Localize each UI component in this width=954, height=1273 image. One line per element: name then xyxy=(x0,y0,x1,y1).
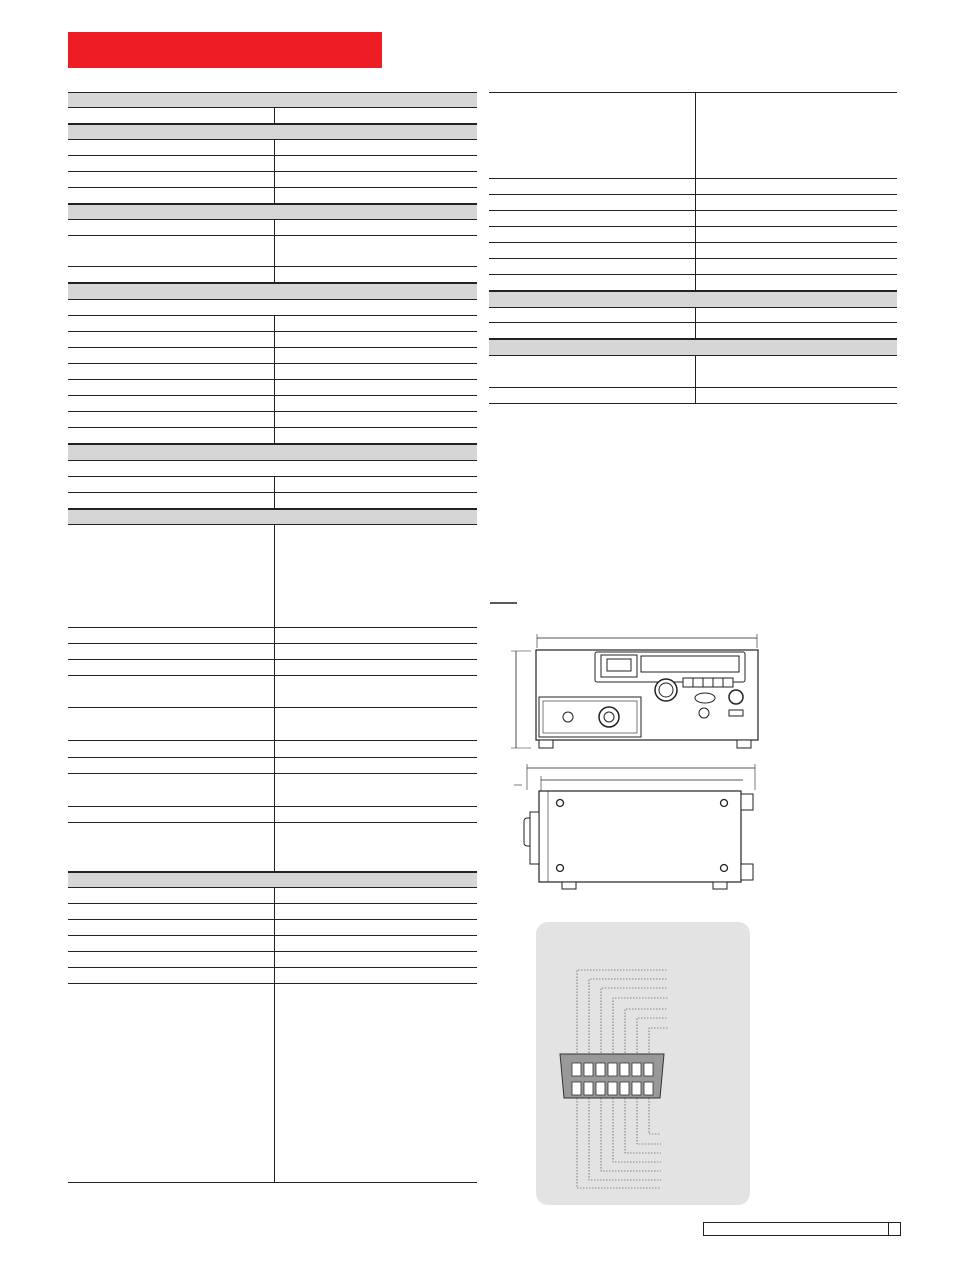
spec-value xyxy=(274,774,477,806)
spec-section-header xyxy=(489,339,897,356)
spec-value xyxy=(274,493,477,508)
spec-row xyxy=(68,741,477,758)
spec-section-header xyxy=(68,872,477,888)
spec-value xyxy=(274,172,477,187)
spec-value xyxy=(695,308,897,322)
spec-row xyxy=(68,332,477,348)
spec-value xyxy=(274,428,477,443)
spec-value xyxy=(695,227,897,242)
spec-value xyxy=(695,356,897,387)
spec-value xyxy=(274,380,477,395)
spec-row xyxy=(68,172,477,188)
spec-section-header xyxy=(68,124,477,140)
spec-row xyxy=(68,380,477,396)
spec-row xyxy=(68,904,477,920)
spec-value xyxy=(274,525,477,627)
spec-row xyxy=(489,388,897,404)
spec-row xyxy=(68,188,477,204)
spec-row xyxy=(68,316,477,332)
left-spec-table xyxy=(68,92,477,1184)
spec-row xyxy=(68,708,477,741)
spec-row xyxy=(68,525,477,628)
spec-section-header xyxy=(68,509,477,525)
spec-value xyxy=(274,412,477,427)
spec-value xyxy=(274,477,477,492)
spec-value xyxy=(695,211,897,226)
spec-row xyxy=(68,220,477,236)
spec-value xyxy=(274,108,477,123)
spec-row xyxy=(489,308,897,323)
spec-value xyxy=(274,628,477,643)
spec-value xyxy=(274,708,477,740)
spec-row xyxy=(68,952,477,968)
spec-row xyxy=(68,428,477,444)
spec-value xyxy=(274,156,477,171)
spec-value xyxy=(274,758,477,773)
spec-row xyxy=(68,968,477,984)
spec-row xyxy=(68,348,477,364)
spec-value xyxy=(274,348,477,363)
title-banner xyxy=(68,32,382,68)
spec-row xyxy=(489,211,897,227)
spec-value xyxy=(695,243,897,258)
page-number xyxy=(887,1222,901,1236)
spec-value xyxy=(274,644,477,659)
spec-row xyxy=(489,179,897,195)
spec-value xyxy=(274,660,477,675)
spec-value xyxy=(274,741,477,757)
device-front-view-icon xyxy=(485,598,775,758)
spec-value xyxy=(274,920,477,935)
spec-section-header xyxy=(68,283,477,300)
spec-row xyxy=(68,807,477,823)
spec-row xyxy=(68,984,477,1183)
spec-value xyxy=(274,904,477,919)
spec-value xyxy=(274,676,477,707)
spec-value xyxy=(695,259,897,274)
spec-value xyxy=(274,888,477,903)
spec-row xyxy=(68,920,477,936)
spec-row xyxy=(489,259,897,275)
spec-section-header xyxy=(489,291,897,308)
spec-value xyxy=(274,823,477,871)
db15-connector-pinout-icon xyxy=(536,922,751,1205)
spec-value xyxy=(274,188,477,203)
spec-row xyxy=(68,644,477,660)
spec-row xyxy=(68,660,477,676)
spec-value xyxy=(274,984,477,1182)
spec-value xyxy=(274,936,477,951)
spec-row xyxy=(489,243,897,259)
spec-row xyxy=(68,461,477,477)
spec-value xyxy=(274,220,477,235)
device-side-view-icon xyxy=(510,762,760,892)
spec-row xyxy=(68,774,477,807)
spec-row xyxy=(68,140,477,156)
spec-value xyxy=(274,396,477,411)
spec-row xyxy=(68,412,477,428)
spec-value xyxy=(274,267,477,282)
spec-row xyxy=(489,195,897,211)
spec-row xyxy=(68,364,477,380)
spec-value xyxy=(695,93,897,178)
spec-row xyxy=(68,300,477,316)
spec-value xyxy=(274,140,477,155)
spec-row xyxy=(68,156,477,172)
spec-row xyxy=(489,275,897,291)
spec-value xyxy=(274,236,477,266)
spec-row xyxy=(68,108,477,124)
spec-value xyxy=(274,364,477,379)
spec-row xyxy=(68,628,477,644)
spec-section-header xyxy=(68,204,477,220)
spec-row xyxy=(489,92,897,179)
spec-value xyxy=(695,275,897,290)
spec-value xyxy=(274,968,477,983)
spec-row xyxy=(68,236,477,267)
spec-section-header xyxy=(68,444,477,461)
spec-row xyxy=(489,356,897,388)
spec-row xyxy=(68,823,477,872)
spec-row xyxy=(68,676,477,708)
spec-row xyxy=(489,323,897,339)
spec-row xyxy=(489,227,897,243)
spec-value xyxy=(274,807,477,822)
footer-label-box xyxy=(703,1222,889,1236)
spec-row xyxy=(68,758,477,774)
spec-row xyxy=(68,936,477,952)
spec-value xyxy=(695,323,897,338)
spec-row xyxy=(68,888,477,904)
spec-value xyxy=(274,332,477,347)
spec-value xyxy=(274,300,477,315)
spec-value xyxy=(695,195,897,210)
spec-value xyxy=(274,952,477,967)
spec-value xyxy=(274,461,477,476)
spec-value xyxy=(695,179,897,194)
spec-row xyxy=(68,493,477,509)
spec-row xyxy=(68,267,477,283)
spec-section-header xyxy=(68,92,477,108)
spec-row xyxy=(68,477,477,493)
spec-value xyxy=(274,316,477,331)
spec-value xyxy=(695,388,897,403)
right-spec-table xyxy=(489,92,897,420)
spec-row xyxy=(68,396,477,412)
